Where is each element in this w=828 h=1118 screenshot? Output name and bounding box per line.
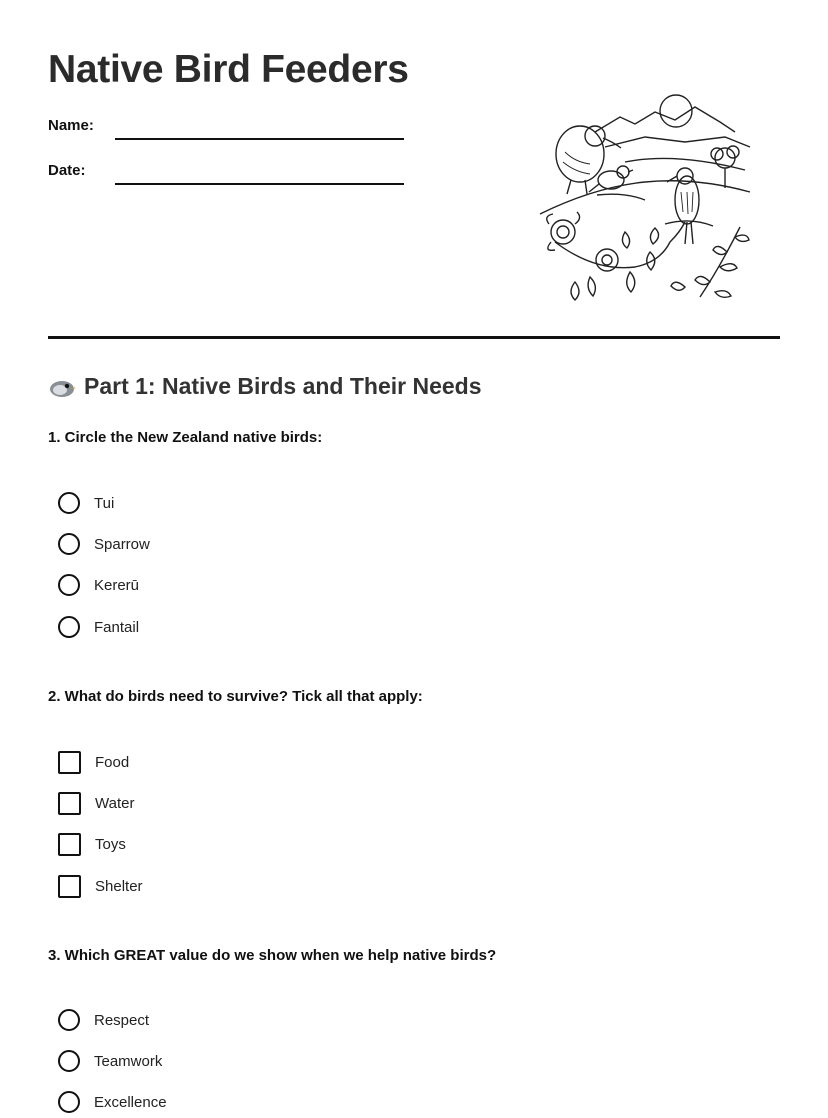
- date-label: Date:: [48, 162, 86, 179]
- radio-circle[interactable]: [58, 616, 80, 638]
- name-label: Name:: [48, 117, 94, 134]
- option-label: Sparrow: [94, 535, 150, 553]
- radio-circle[interactable]: [58, 1009, 80, 1031]
- option-toys[interactable]: [58, 832, 126, 856]
- radio-circle[interactable]: [58, 574, 80, 596]
- name-field[interactable]: [115, 138, 404, 140]
- option-shelter[interactable]: [58, 874, 143, 898]
- option-label: Shelter: [95, 877, 143, 895]
- section-divider: [48, 336, 780, 339]
- worksheet-title: Native Bird Feeders: [48, 48, 409, 91]
- option-food[interactable]: [58, 750, 129, 774]
- checkbox[interactable]: [58, 833, 81, 856]
- option-label: Respect: [94, 1011, 150, 1029]
- checkbox[interactable]: [58, 751, 81, 774]
- native-birds-illustration: [535, 92, 757, 304]
- part1-heading: [48, 373, 482, 400]
- date-field[interactable]: [115, 183, 404, 185]
- option-water[interactable]: [58, 791, 134, 815]
- option-teamwork[interactable]: [58, 1049, 162, 1073]
- option-fantail[interactable]: [58, 615, 139, 639]
- bird-icon: [48, 375, 76, 399]
- option-label: Fantail: [94, 618, 140, 636]
- option-respect[interactable]: [58, 1008, 149, 1032]
- question-2: 2. What do birds need to survive? Tick all that apply:: [48, 688, 423, 705]
- option-label: Water: [95, 794, 135, 812]
- checkbox[interactable]: [58, 792, 81, 815]
- option-kereru[interactable]: [58, 573, 139, 597]
- radio-circle[interactable]: [58, 1050, 80, 1072]
- option-label: Teamwork: [94, 1052, 163, 1070]
- option-label: Excellence: [94, 1093, 167, 1111]
- checkbox[interactable]: [58, 875, 81, 898]
- radio-circle[interactable]: [58, 533, 80, 555]
- option-label: Kererū: [94, 576, 140, 594]
- radio-circle[interactable]: [58, 492, 80, 514]
- question-1: 1. Circle the New Zealand native birds:: [48, 429, 323, 446]
- option-label: Toys: [95, 835, 126, 853]
- option-label: Food: [95, 753, 130, 771]
- option-label: Tui: [94, 494, 115, 512]
- option-excellence[interactable]: [58, 1090, 167, 1114]
- question-3: 3. Which GREAT value do we show when we help native birds?: [48, 947, 497, 964]
- option-sparrow[interactable]: [58, 532, 150, 556]
- radio-circle[interactable]: [58, 1091, 80, 1113]
- part1-title: Part 1: Native Birds and Their Needs: [84, 373, 482, 399]
- option-tui[interactable]: [58, 491, 114, 515]
